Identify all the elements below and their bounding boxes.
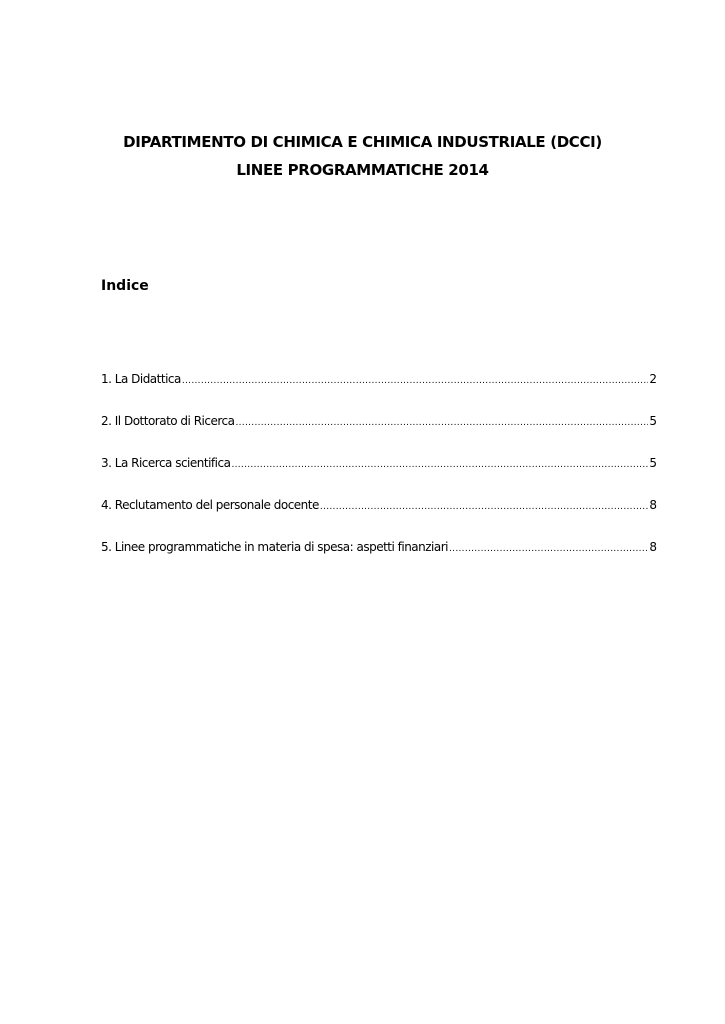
- toc-dot-leader: [320, 502, 648, 512]
- toc-entry-didattica[interactable]: [101, 372, 657, 392]
- document-subtitle: LINEE PROGRAMMATICHE 2014: [236, 161, 489, 179]
- toc-entry-label: 4. Reclutamento del personale docente: [101, 498, 319, 512]
- table-of-contents: [101, 372, 657, 582]
- toc-entry-page: 2: [649, 372, 657, 386]
- toc-dot-leader: [231, 460, 648, 470]
- toc-dot-leader: [449, 544, 648, 554]
- toc-entry-reclutamento[interactable]: [101, 498, 657, 518]
- toc-entry-ricerca[interactable]: [101, 456, 657, 476]
- toc-dot-leader: [235, 418, 648, 428]
- toc-entry-page: 5: [649, 456, 657, 470]
- index-heading: Indice: [101, 278, 149, 294]
- toc-entry-page: 8: [649, 498, 657, 512]
- document-title: DIPARTIMENTO DI CHIMICA E CHIMICA INDUSTRIALE (DCCI): [123, 133, 602, 151]
- toc-entry-label: 3. La Ricerca scientifica: [101, 456, 231, 470]
- toc-entry-spesa[interactable]: [101, 540, 657, 560]
- toc-entry-label: 1. La Didattica: [101, 372, 181, 386]
- toc-entry-label: 2. Il Dottorato di Ricerca: [101, 414, 235, 428]
- toc-entry-page: 5: [649, 414, 657, 428]
- title-block: [60, 128, 665, 184]
- toc-entry-label: 5. Linee programmatiche in materia di spesa: aspetti finanziari: [101, 540, 449, 554]
- toc-dot-leader: [182, 376, 649, 386]
- toc-entry-page: 8: [649, 540, 657, 554]
- toc-entry-dottorato[interactable]: [101, 414, 657, 434]
